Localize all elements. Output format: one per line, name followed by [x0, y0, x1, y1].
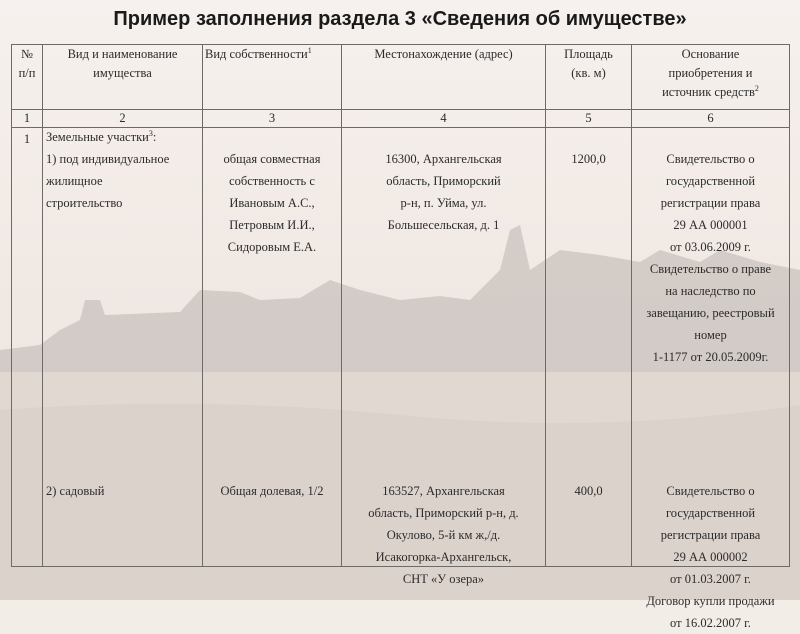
- basis-line: завещанию, реестровый: [646, 306, 775, 320]
- ownership-line: собственность с: [229, 174, 315, 188]
- row-num-cell: [12, 128, 43, 567]
- item-2-basis: [632, 480, 789, 634]
- category-suffix: :: [152, 130, 157, 144]
- table-header-row: [12, 45, 790, 110]
- category-text: Земельные участки: [46, 130, 149, 144]
- header-type-line: Вид и наименование: [67, 47, 178, 61]
- item-1-type: [43, 148, 202, 214]
- header-basis-line: [632, 83, 789, 102]
- location-line: 163527, Архангельская: [382, 484, 505, 498]
- row-num: 1: [23, 132, 31, 146]
- item-1-area: 1200,0: [571, 152, 606, 166]
- location-line: Окулово, 5-й км ж,/д.: [386, 528, 501, 542]
- location-line: область, Приморский: [386, 174, 501, 188]
- basis-line: от 16.02.2007 г.: [670, 616, 751, 630]
- column-number: 2: [43, 110, 203, 128]
- basis-line: номер: [694, 328, 727, 342]
- item-2-area: 400,0: [574, 484, 603, 498]
- basis-line: 1-1177 от 20.05.2009г.: [652, 350, 769, 364]
- header-basis-text: источник средств: [662, 85, 755, 99]
- ownership-line: Ивановым А.С.,: [229, 196, 315, 210]
- page-title: Пример заполнения раздела 3 «Сведения об имуществе»: [113, 8, 687, 30]
- location-line: СНТ «У озера»: [402, 572, 485, 586]
- table-row: [12, 128, 790, 567]
- header-type: [43, 45, 203, 110]
- basis-line: 29 АА 000002: [673, 550, 748, 564]
- item-type-line: строительство: [46, 196, 123, 210]
- item-2-type: [43, 480, 202, 502]
- header-num: [12, 45, 43, 110]
- basis-line: Свидетельство о: [666, 152, 755, 166]
- footnote-marker: 3: [148, 128, 153, 138]
- basis-line: регистрации права: [660, 196, 761, 210]
- location-line: р-н, п. Уйма, ул.: [400, 196, 487, 210]
- header-basis-line: Основание: [681, 47, 740, 61]
- header-area-line: (кв. м): [571, 66, 606, 80]
- column-number: 6: [632, 110, 790, 128]
- header-area-line: Площадь: [564, 47, 613, 61]
- basis-line: от 03.06.2009 г.: [670, 240, 751, 254]
- row-area-cell: [546, 128, 632, 567]
- item-1-basis: [632, 148, 789, 368]
- ownership-line: Петровым И.И.,: [229, 218, 315, 232]
- column-number: 1: [12, 110, 43, 128]
- header-basis-line: приобретения и: [668, 66, 753, 80]
- footnote-marker: 2: [754, 83, 759, 93]
- item-type-line: 2) садовый: [46, 484, 105, 498]
- basis-line: государственной: [665, 174, 756, 188]
- header-num-line: п/п: [18, 66, 36, 80]
- ownership-line: Общая долевая, 1/2: [220, 484, 324, 498]
- header-num-line: №: [21, 47, 33, 61]
- basis-line: на наследство по: [665, 284, 756, 298]
- footnote-marker: 1: [307, 45, 312, 55]
- location-line: область, Приморский р-н, д.: [368, 506, 519, 520]
- row-type-cell: [43, 128, 203, 567]
- item-1-location: [342, 148, 545, 236]
- header-location-text: Местонахождение (адрес): [374, 47, 513, 61]
- basis-line: государственной: [665, 506, 756, 520]
- header-ownership: [203, 45, 342, 110]
- category-label: [43, 126, 202, 148]
- item-type-line: жилищное: [46, 174, 103, 188]
- location-line: Большесельская, д. 1: [387, 218, 500, 232]
- item-2-ownership: [203, 480, 341, 502]
- ownership-line: Сидоровым Е.А.: [227, 240, 317, 254]
- location-line: 16300, Архангельская: [385, 152, 502, 166]
- ownership-line: общая совместная: [223, 152, 321, 166]
- basis-line: 29 АА 000001: [673, 218, 748, 232]
- row-basis-cell: [632, 128, 790, 630]
- column-number: 5: [546, 110, 632, 128]
- column-number: 4: [342, 110, 546, 128]
- basis-line: от 01.03.2007 г.: [670, 572, 751, 586]
- header-location: [342, 45, 546, 110]
- item-1-ownership: [203, 148, 341, 258]
- basis-line: Свидетельство о: [666, 484, 755, 498]
- item-2-location: [342, 480, 545, 590]
- header-basis: [632, 45, 790, 110]
- location-line: Исакогорка-Архангельск,: [375, 550, 512, 564]
- row-location-cell: [342, 128, 546, 586]
- column-number-row: [12, 110, 790, 128]
- basis-line: Договор купли продажи: [646, 594, 775, 608]
- header-area: [546, 45, 632, 110]
- row-ownership-cell: [203, 128, 342, 567]
- column-number: 3: [203, 110, 342, 128]
- basis-line: регистрации права: [660, 528, 761, 542]
- property-table: [11, 44, 790, 630]
- item-type-line: 1) под индивидуальное: [46, 152, 170, 166]
- basis-line: Свидетельство о праве: [649, 262, 772, 276]
- header-ownership-text: Вид собственности: [205, 47, 308, 61]
- header-type-line: имущества: [93, 66, 152, 80]
